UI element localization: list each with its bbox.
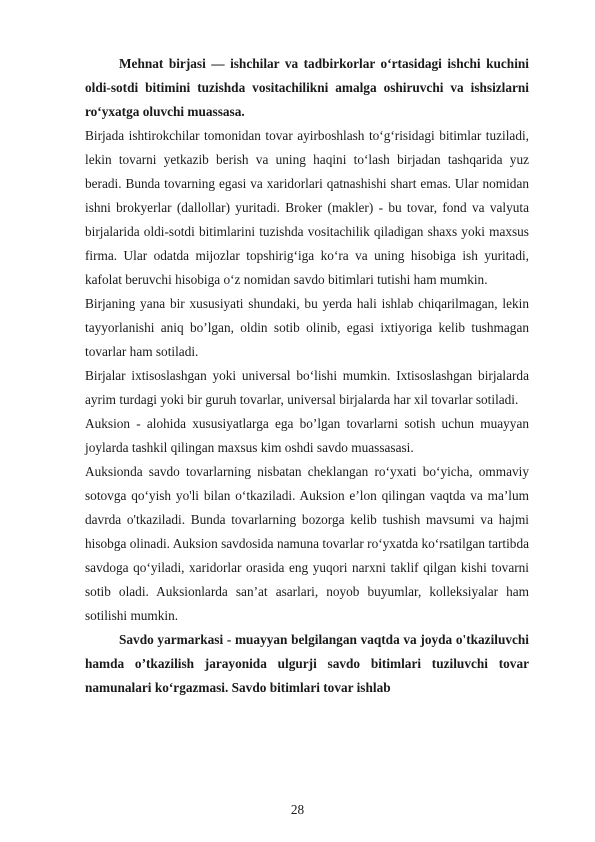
- paragraph-birjalar-turlari: Birjalar ixtisoslashgan yoki universal bo‘lishi mumkin. Ixtisoslashgan birjalarda ayrim turdagi yoki bir guruh tovarlar, universal birjalarda har xil tovarlar sotiladi.: [85, 368, 529, 407]
- paragraph-auksion-definition: Auksion - alohida xususiyatlarga ega bo’lgan tovarlarni sotish uchun muayyan joylarda tashkil qilingan maxsus kim oshdi savdo muassasasi.: [85, 416, 529, 455]
- page-number: 28: [290, 802, 305, 817]
- paragraph-birja-xususiyati: Birjaning yana bir xususiyati shundaki, bu yerda hali ishlab chiqarilmagan, lekin tayyorlanishi aniq bo’lgan, oldin sotib olinib, egasi ixtiyoriga kelib tushmagan tovarlar ham sotiladi.: [85, 296, 529, 359]
- paragraph-birjada-bitimlar: Birjada ishtirokchilar tomonidan tovar ayirboshlash to‘g‘risidagi bitimlar tuziladi, lekin tovarni yetkazib berish va uning haqini to‘lash birjadan tashqarida yuz beradi. Bunda tovarning egasi va xaridorlari qatnashishi shart emas. Ular nomidan ishni brokyerlar (dallollar) yuritadi. Broker (makler) - bu tovar, fond va valyuta birjalarida oldi-sotdi bitimlarini tuzishda vositachilik qiladigan shaxs yoki maxsus firma. Ular odatda mijozlar topshirig‘iga ko‘ra va uning hisobiga ish yuritadi, kafolat beruvchi hisobiga o‘z nomidan savdo bitimlari tutishi ham mumkin.: [85, 128, 529, 287]
- document-body: [85, 52, 529, 700]
- paragraph-savdo-yarmarkasi: Savdo yarmarkasi - muayyan belgilangan vaqtda va joyda o'tkaziluvchi hamda o’tkazilish jarayonida ulgurji savdo bitimlari tuziluvchi tovar namunalari ko‘rgazmasi. Savdo bitimlari tovar ishlab: [85, 632, 529, 695]
- paragraph-mehnat-birjasi: Mehnat birjasi — ishchilar va tadbirkorlar o‘rtasidagi ishchi kuchini oldi-sotdi bitimini tuzishda vositachilikni amalga oshiruvchi va ishsizlarni ro‘yxatga oluvchi muassasa.: [85, 56, 529, 119]
- paragraph-auksion-savdo: Auksionda savdo tovarlarning nisbatan cheklangan ro‘yxati bo‘yicha, ommaviy sotovga qo‘yish yo'li bilan o‘tkaziladi. Auksion e’lon qilingan vaqtda va ma’lum davrda o'tkaziladi. Bunda tovarlarning bozorga kelib tushish mavsumi va hajmi hisobga olinadi. Auksion savdosida namuna tovarlar ro‘yxatda ko‘rsatilgan tartibda savdoga qo‘yiladi, xaridorlar orasida eng yuqori narxni taklif qilgan kishi tovarni sotib oladi. Auksionlarda san’at asarlari, noyob buyumlar, kolleksiyalar ham sotilishi mumkin.: [85, 464, 529, 623]
